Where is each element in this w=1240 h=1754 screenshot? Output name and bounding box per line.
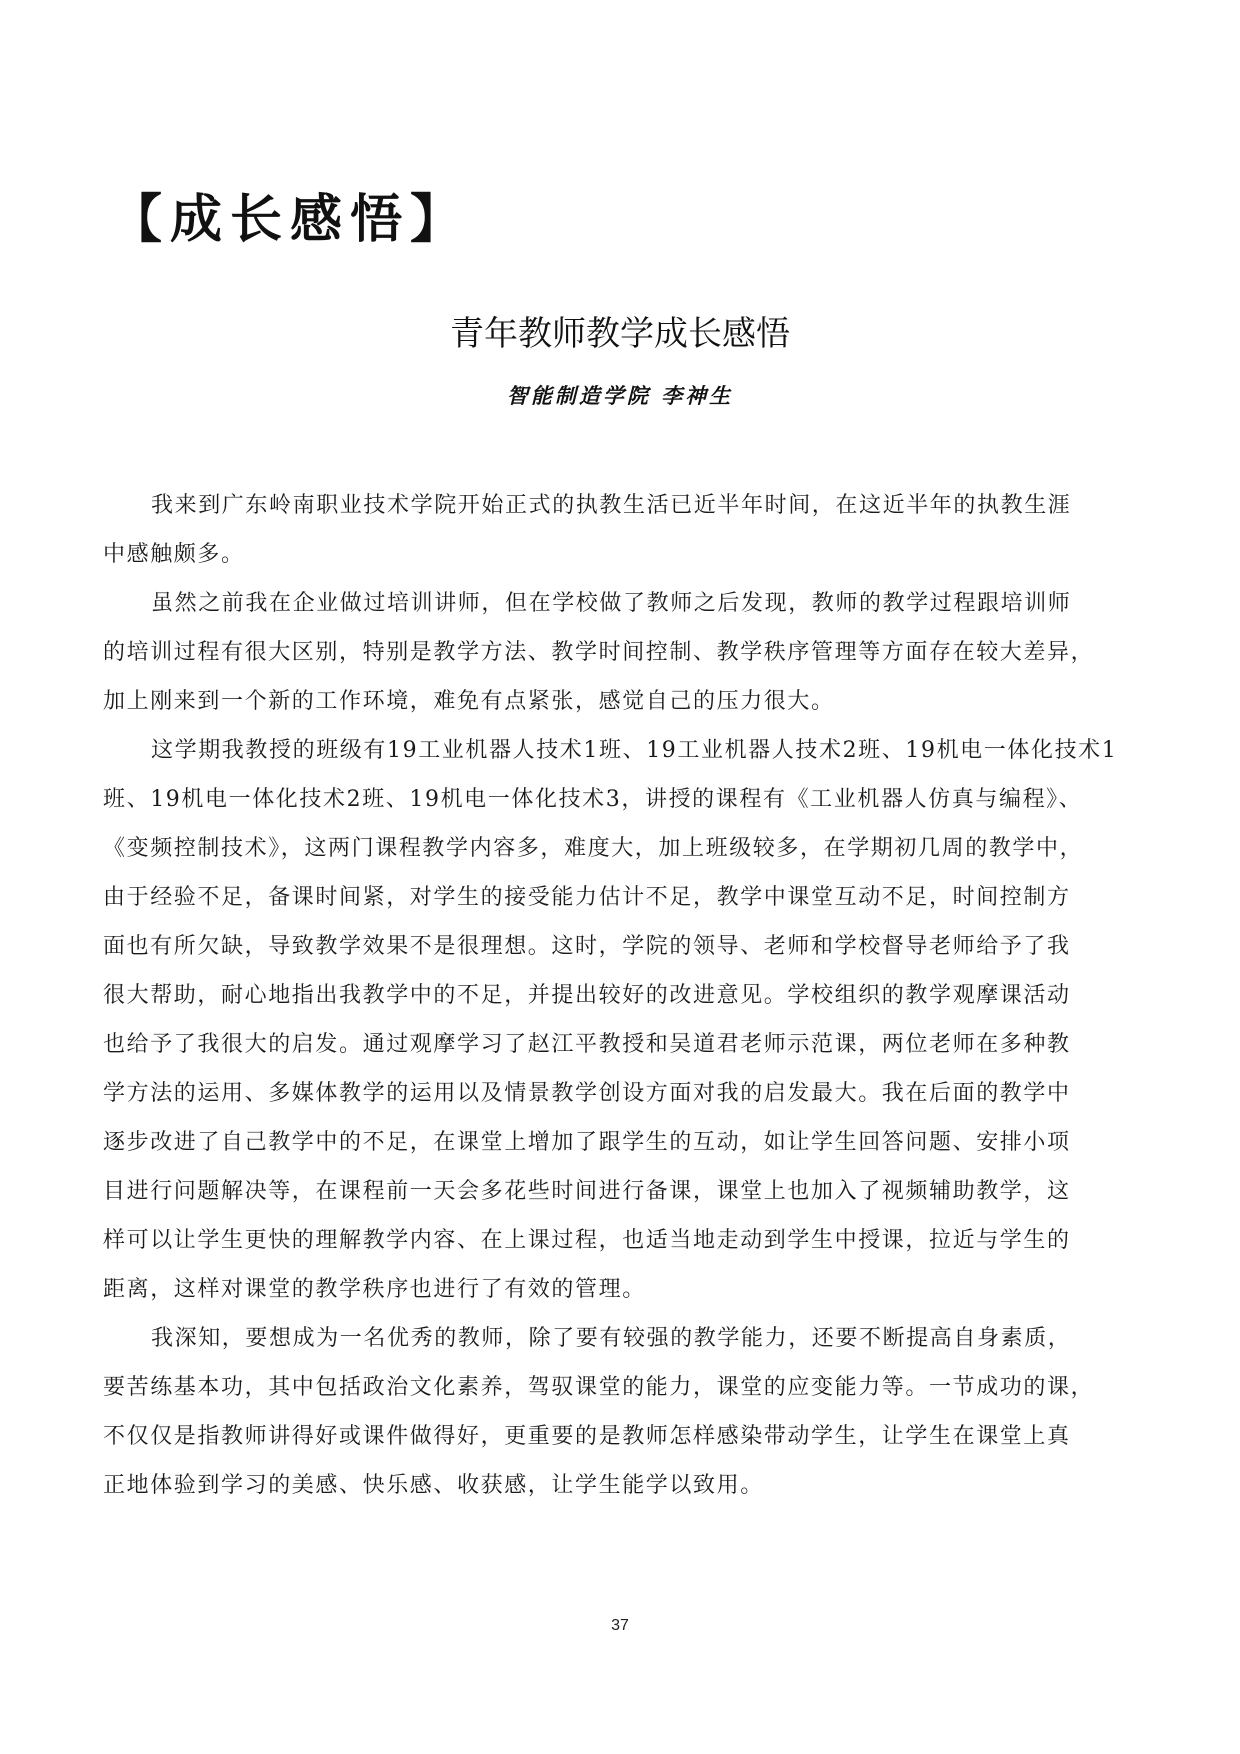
text-line: 虽然之前我在企业做过培训讲师，但在学校做了教师之后发现，教师的教学过程跟培训师 (151, 591, 1072, 616)
author-byline: 智能制造学院 李神生 (506, 383, 734, 408)
text-line: 的培训过程有很大区别，特别是教学方法、教学时间控制、教学秩序管理等方面存在较大差异， (103, 640, 1095, 665)
text-line: 逐步改进了自己教学中的不足，在课堂上增加了跟学生的互动，如让学生回答问题、安排小项 (103, 1130, 1071, 1155)
text-line: 我深知，要想成为一名优秀的教师，除了要有较强的教学能力，还要不断提高自身素质， (151, 1326, 1072, 1351)
text-line: 中感触颇多。 (103, 542, 245, 567)
text-line: 我来到广东岭南职业技术学院开始正式的执教生活已近半年时间，在这近半年的执教生涯 (151, 493, 1072, 518)
text-line: 很大帮助，耐心地指出我教学中的不足，并提出较好的改进意见。学校组织的教学观摩课活动 (103, 983, 1071, 1008)
text-line: 距离，这样对课堂的教学秩序也进行了有效的管理。 (103, 1277, 646, 1302)
text-line: 正地体验到学习的美感、快乐感、收获感，让学生能学以致用。 (103, 1473, 764, 1498)
text-line: 由于经验不足，备课时间紧，对学生的接受能力估计不足，教学中课堂互动不足，时间控制方 (103, 885, 1071, 910)
text-line: 要苦练基本功，其中包括政治文化素养，驾驭课堂的能力，课堂的应变能力等。一节成功的课， (103, 1375, 1095, 1400)
article-title: 青年教师教学成长感悟 (450, 314, 790, 354)
text-line: 面也有所欠缺，导致教学效果不是很理想。这时，学院的领导、老师和学校督导老师给予了我 (103, 934, 1071, 959)
text-line: 目进行问题解决等，在课程前一天会多花些时间进行备课，课堂上也加入了视频辅助教学，这 (103, 1179, 1071, 1204)
page-number: 37 (611, 1617, 629, 1634)
text-line: 《变频控制技术》，这两门课程教学内容多，难度大，加上班级较多，在学期初几周的教学中， (103, 836, 1084, 861)
article-body (103, 481, 1140, 1510)
text-line: 学方法的运用、多媒体教学的运用以及情景教学创设方面对我的启发最大。我在后面的教学中 (103, 1081, 1071, 1106)
text-line: 不仅仅是指教师讲得好或课件做得好，更重要的是教师怎样感染带动学生，让学生在课堂上真 (103, 1424, 1071, 1449)
paragraph (103, 579, 1140, 726)
text-line: 也给予了我很大的启发。通过观摩学习了赵江平教授和吴道君老师示范课，两位老师在多种教 (103, 1032, 1071, 1057)
text-line: 样可以让学生更快的理解教学内容、在上课过程，也适当地走动到学生中授课，拉近与学生的 (103, 1228, 1071, 1253)
paragraph (103, 726, 1140, 1314)
text-line: 班、19机电一体化技术2班、19机电一体化技术3，讲授的课程有《工业机器人仿真与编程》、 (103, 787, 1083, 812)
paragraph (103, 481, 1140, 579)
paragraph (103, 1314, 1140, 1510)
section-heading: 【成长感悟】 (110, 190, 471, 250)
text-line: 加上刚来到一个新的工作环境，难免有点紧张，感觉自己的压力很大。 (103, 689, 835, 714)
text-line: 这学期我教授的班级有19工业机器人技术1班、19工业机器人技术2班、19机电一体化技术1 (151, 738, 1118, 763)
